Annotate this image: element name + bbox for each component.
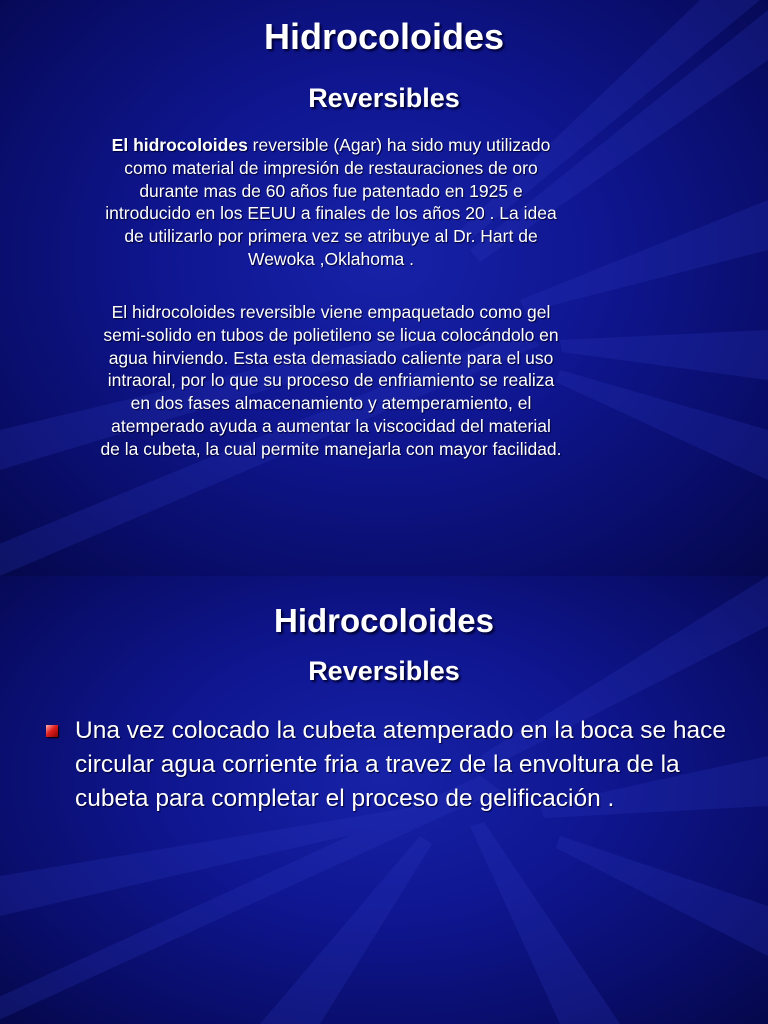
paragraph-1-lead: El hidrocoloides [111,135,248,155]
slide-subtitle: Reversibles [308,656,460,686]
paragraph-2: El hidrocoloides reversible viene empaquetado como gel semi-solido en tubos de polietileno se licua colocándolo en agua hirviendo. Esta esta demasiado caliente para el uso intraoral, por lo que su proceso de enfriamiento se realiza en dos fases almacenamiento y atemperamiento, el atemperado ayuda a aumentar la viscocidad del material de la cubeta, la cual permite manejarla con mayor facilidad. [100,302,562,459]
slide-title: Hidrocoloides [273,602,495,639]
bullet-text: Una vez colocado la cubeta atemperado en la boca se hace circular agua corriente fria a travez de la envoltura de la cubeta para completar el proceso de gelificación . [75,717,727,812]
slide-2-content [0,576,768,1024]
slide-subtitle: Reversibles [308,83,460,113]
slide-2 [0,576,768,1024]
paragraph-1-rest: reversible (Agar) ha sido muy utilizado como material de impresión de restauraciones de oro durante mas de 60 años fue patentado en 1925 e introducido en los EEUU a finales de los años 20 . La idea de utilizarlo por primera vez se atribuye al Dr. Hart de Wewoka ,Oklahoma . [105,135,557,269]
paragraph-1 [100,134,562,271]
square-bullet-icon [46,725,58,737]
slide-title: Hidrocoloides [263,16,505,57]
